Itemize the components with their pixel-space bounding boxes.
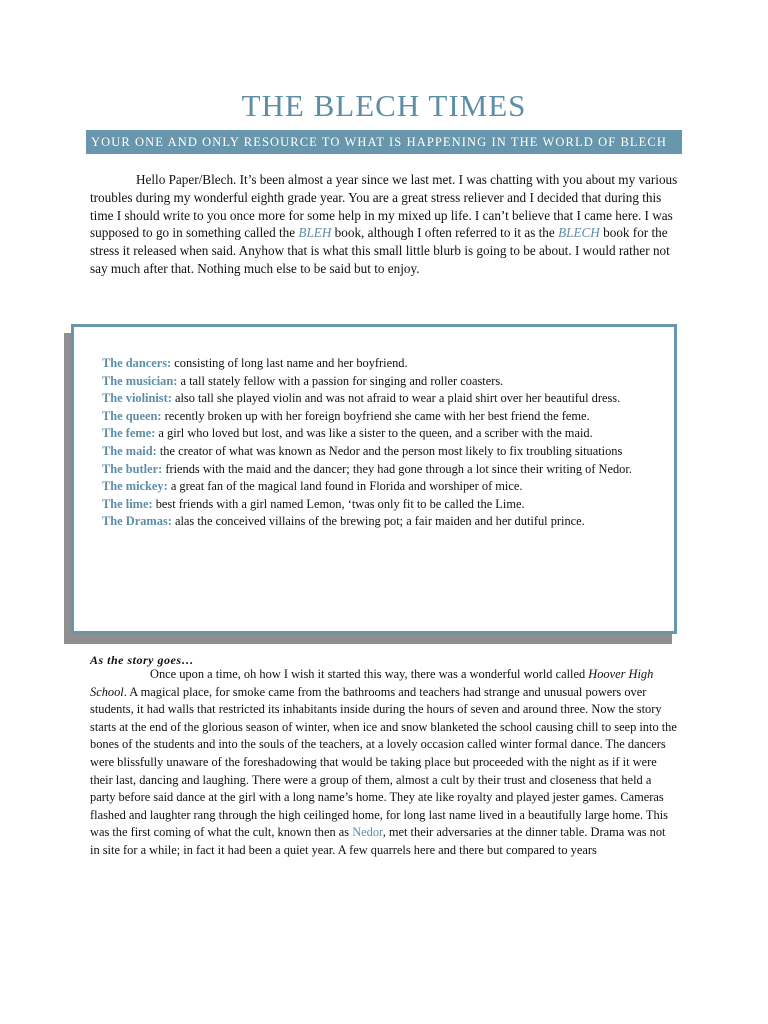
cast-list-box (71, 324, 677, 634)
intro-term-bleh: BLEH (298, 225, 332, 241)
cast-item-feme (102, 425, 642, 443)
cast-description: a great fan of the magical land found in Florida and worshiper of mice. (167, 479, 523, 494)
story-heading: As the story goes… (90, 653, 195, 667)
cast-role: The musician: (102, 373, 178, 388)
intro-text-3: book for the stress it released when said. Anyhow that is what this small little blurb is going to be about. I would rather not say much after that. Nothing much else to be said but to enjoy. (90, 225, 670, 276)
cast-role: The butler: (102, 461, 163, 476)
intro-term-blech: BLECH (558, 225, 600, 241)
cast-role: The violinist: (102, 391, 172, 406)
cast-role: The maid: (102, 443, 157, 458)
story-cult-name: Nedor (352, 825, 383, 840)
cast-item-dancers (102, 355, 642, 373)
cast-role: The feme: (102, 426, 156, 441)
cast-item-violinist (102, 390, 642, 408)
intro-text-1: Hello Paper/Blech. It’s been almost a year since we last met. I was chatting with you about my various troubles during my wonderful eighth grade year. You are a great stress reliever and I decided that during this time I should write to you once more for some help in my mixed up life. I can’t believe that I came here. I was supposed to go in something called the (90, 172, 678, 241)
cast-description: alas the conceived villains of the brewing pot; a fair maiden and her dutiful prince. (171, 514, 585, 529)
cast-role: The mickey: (102, 479, 168, 494)
cast-item-maid (102, 443, 642, 461)
cast-item-butler (102, 461, 642, 479)
cast-description: a girl who loved but lost, and was like a sister to the queen, and a scriber with the maid. (155, 426, 593, 441)
cast-list (102, 355, 642, 531)
cast-description: also tall she played violin and was not afraid to wear a plaid shirt over her beautiful dress. (171, 391, 621, 406)
cast-description: a tall stately fellow with a passion for singing and roller coasters. (177, 373, 504, 388)
story-text-1: Once upon a time, oh how I wish it started this way, there was a wonderful world called (150, 667, 589, 681)
cast-item-dramas (102, 513, 642, 531)
intro-text-2: book, although I often referred to it as the (331, 225, 559, 241)
story-place: Hoover High School (90, 667, 654, 699)
cast-role: The dancers: (102, 356, 172, 370)
cast-item-musician (102, 373, 642, 391)
intro-paragraph (90, 171, 678, 278)
story-text-2: . A magical place, for smoke came from the bathrooms and teachers had strange and unusual powers over students, it had walls that restricted its inhabitants inside during the hours of seven and around three. Now the story starts at the end of the glorious season of winter, when ice and snow blanketed the school causing chill to seep into the bones of the students and into the souls of the teachers, at a lovely occasion called winter formal dance. The dancers were blissfully unaware of the foreshadowing that would be taking place but proceeded with the night as if it were their last, dancing and laughing. There were a group of them, almost a cult by their trust and closeness that held a party before said dance at the girl with a long name’s home. They ate like royalty and played jester games. Cameras flashed and laughter rang through the high ceilinged home, for long last name lived in a beautifully large home. This was the first coming of what the cult, known then as (90, 684, 677, 840)
cast-description: friends with the maid and the dancer; they had gone through a lot since their writing of Nedor. (162, 461, 632, 476)
cast-description: best friends with a girl named Lemon, ‘twas only fit to be called the Lime. (152, 496, 525, 511)
tagline-banner: YOUR ONE AND ONLY RESOURCE TO WHAT IS HAPPENING IN THE WORLD OF BLECH (86, 130, 682, 154)
cast-role: The queen: (102, 408, 162, 423)
cast-description: recently broken up with her foreign boyfriend she came with her best friend the feme. (161, 408, 590, 423)
cast-description: the creator of what was known as Nedor and the person most likely to fix troubling situations (156, 443, 623, 458)
masthead-title: THE BLECH TIMES (241, 88, 527, 123)
cast-role: The lime: (102, 496, 153, 511)
story-paragraph (90, 666, 678, 860)
cast-role: The Dramas: (102, 514, 172, 529)
cast-description: consisting of long last name and her boyfriend. (171, 356, 408, 370)
cast-item-queen (102, 408, 642, 426)
cast-item-mickey (102, 478, 642, 496)
cast-item-lime (102, 496, 642, 514)
story-text-3: , met their adversaries at the dinner table. Drama was not in site for a while; in fact it had been a quiet year. A few quarrels here and there but compared to years (90, 825, 666, 857)
